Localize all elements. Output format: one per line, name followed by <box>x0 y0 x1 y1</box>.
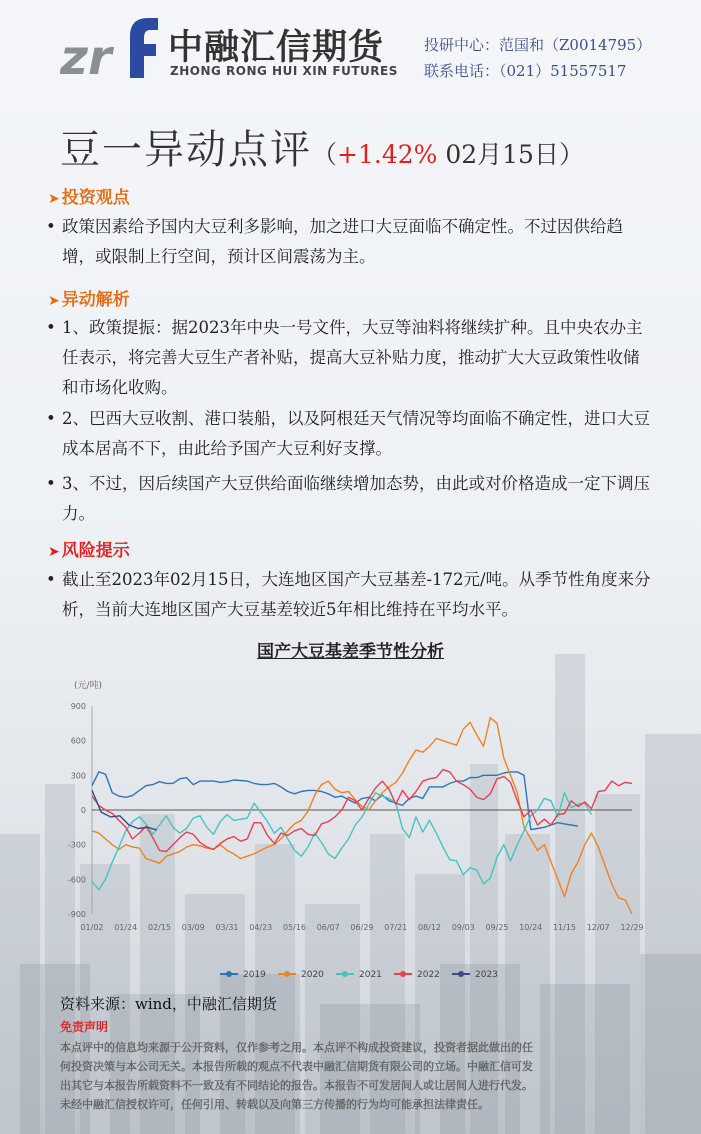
title-date: 02月15日） <box>437 140 584 169</box>
y-axis-unit: (元/吨) <box>74 681 103 691</box>
y-tick-label: -900 <box>67 910 86 919</box>
disclaimer-title: 免责声明 <box>60 1020 109 1034</box>
y-tick-label: -300 <box>67 840 86 850</box>
page-title <box>60 118 584 175</box>
arrow-right-icon: ➤ <box>48 191 60 207</box>
x-tick-label: 08/12 <box>417 923 442 932</box>
series-line-2022 <box>92 770 632 852</box>
section-heading-investment-view: ➤ 投资观点 <box>48 188 130 208</box>
legend-marker-2019 <box>226 971 232 977</box>
x-tick-label: 10/24 <box>519 923 543 932</box>
bullet-icon: • <box>46 409 56 428</box>
contact-phone: 联系电话：（021）51557517 <box>424 62 627 80</box>
chart-title: 国产大豆基差季节性分析 <box>257 642 444 662</box>
arrow-right-icon: ➤ <box>48 544 60 560</box>
x-tick-label: 03/31 <box>215 923 239 932</box>
y-tick-label: -600 <box>67 875 86 885</box>
list-item: • 截止至2023年02月15日，大连地区国产大豆基差-172元/吨。从季节性角度来分析，当前大连地区国产大豆基差较近5年相比维持在平均水平。 <box>46 565 654 625</box>
x-tick-label: 09/03 <box>451 923 475 932</box>
x-tick-label: 09/25 <box>485 923 509 932</box>
x-tick-label: 11/15 <box>552 923 577 932</box>
list-item: • 2、巴西大豆收割、港口装船，以及阿根廷天气情况等均面临不确定性，进口大豆成本居高不下，由此给予国产大豆利好支撑。 <box>46 404 654 464</box>
x-tick-label: 01/24 <box>114 923 138 932</box>
legend-marker-2020 <box>284 971 290 977</box>
y-tick-label: 900 <box>70 702 86 711</box>
disclaimer-text: 本点评中的信息均来源于公开资料，仅作参考之用。本点评不构成投资建议，投资者据此做出的任 何投资决策与本公司无关。本报告所载的观点不代表中融汇信期货有限公司的立场。中融汇信可发 出其它与本报告所载资料不一致及有不同结论的报告。本报告不可发居间人或让居间人进行代发。 未经中融汇信授权许可，任何引用、转载以及向第三方传播的行为均可能承担法律责任。 <box>60 1041 533 1111</box>
title-change: +1.42% <box>337 140 438 169</box>
y-tick-label: 0 <box>80 806 86 815</box>
section-heading-risk: ➤ 风险提示 <box>48 541 130 561</box>
x-tick-label: 04/23 <box>249 923 273 932</box>
x-tick-label: 06/07 <box>316 923 340 932</box>
y-tick-label: 600 <box>70 736 86 746</box>
legend-label-2019: 2019 <box>243 970 266 980</box>
svg-text:zr: zr <box>60 30 112 80</box>
x-tick-label: 01/02 <box>80 923 104 932</box>
bullet-icon: • <box>46 474 56 493</box>
x-tick-label: 06/29 <box>350 923 374 932</box>
research-center: 投研中心：范国和（Z0014795） <box>424 36 652 54</box>
report-header <box>0 0 701 95</box>
list-item: • 政策因素给予国内大豆利多影响，加之进口大豆面临不确定性。不过因供给趋增，或限制上行空间，预计区间震荡为主。 <box>46 212 654 272</box>
arrow-right-icon: ➤ <box>48 293 60 309</box>
company-name: 中融汇信期货 <box>168 28 385 68</box>
x-tick-label: 03/09 <box>181 923 205 932</box>
bullet-icon: • <box>46 318 56 337</box>
x-tick-label: 05/16 <box>282 923 307 932</box>
seasonal-basis-chart <box>60 670 650 990</box>
y-tick-label: 300 <box>70 771 86 781</box>
bullet-icon: • <box>46 217 56 236</box>
series-line-2019 <box>92 772 578 830</box>
section-heading-analysis: ➤ 异动解析 <box>48 290 130 310</box>
legend-label-2021: 2021 <box>359 970 382 980</box>
legend-marker-2023 <box>458 971 464 977</box>
title-paren: （ <box>312 140 338 169</box>
series-line-2021 <box>92 793 592 890</box>
x-tick-label: 07/21 <box>384 923 408 932</box>
bullet-icon: • <box>46 570 56 589</box>
company-name-en: ZHONG RONG HUI XIN FUTURES <box>170 64 398 78</box>
x-tick-label: 12/29 <box>620 923 644 932</box>
legend-label-2020: 2020 <box>301 970 324 980</box>
legend-label-2022: 2022 <box>417 970 440 980</box>
x-tick-label: 02/15 <box>147 923 172 932</box>
legend-marker-2022 <box>400 971 406 977</box>
data-source: 资料来源：wind，中融汇信期货 <box>60 995 277 1013</box>
company-logo-icon <box>60 10 158 80</box>
list-item: • 1、政策提振：据2023年中央一号文件，大豆等油料将继续扩种。且中央农办主任表示，将完善大豆生产者补贴，提高大豆补贴力度，推动扩大大豆政策性收储和市场化收购。 <box>46 313 654 403</box>
legend-label-2023: 2023 <box>475 970 498 980</box>
x-tick-label: 12/07 <box>586 923 610 932</box>
list-item: • 3、不过，因后续国产大豆供给面临继续增加态势，由此或对价格造成一定下调压力。 <box>46 469 654 529</box>
title-main: 豆一异动点评 <box>60 127 312 173</box>
legend-marker-2021 <box>342 971 348 977</box>
